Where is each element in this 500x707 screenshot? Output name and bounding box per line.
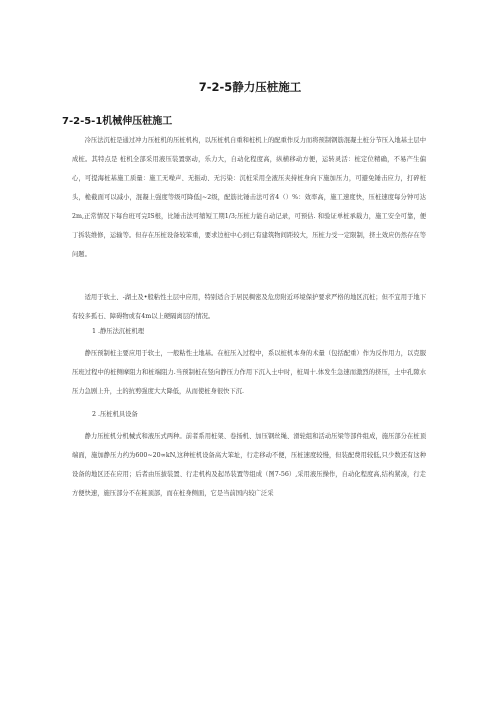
heading-mechanism: 1 .静压法沉桩机理 (92, 328, 145, 335)
section-subtitle: 7-2-5-1机械伸压桩施工 (62, 116, 173, 127)
paragraph-mechanism: 静压预制桩主要应用于软土，一般粘性土地基。在桩压入过程中，系以桩机本身的术量（包括配重）作为反作用力，以克服压班过程中的桩侧摩阻力和桩端阻力.当预制桩在竖向静压力作用下沉入土中时，桩周十.体发生急速而激烈的挤压，土中孔隙水压力急剧上升，土的抗剪强度大大降低，从而使桩身很快下沉. (72, 350, 426, 395)
paragraph-equipment: 静力压桩机分机械式和液压式两种。前者系用桩架、卷扬机、加压钢丝绳、滑轮组和活动压梁等部件组成，施压部分在桩顶端面，施加静压力约为600~20∞kN,这种桩机设备高大笨址，行走移动不便，压桩速度较慢，但装配费用较低,只少数还有这种设备的地区还在应用；后者由压拔装置、行走机构及起吊装置等组成（图7-56）,采用液压操作，自动化程度高,结构紧凑，行走方便快速，施压部分不在粧顶部，而在桩身侧面，它是当前国内较广泛采 (72, 433, 426, 497)
page-title: 7-2-5静力压桩施工 (198, 80, 302, 94)
paragraph-intro: 冷压法沉桩是通过冲力压桩机的压桩机构，以压桩机自重和桩机上的配重作反力而将预制钢筋混凝土桩分节压入地基土层中成桩。其特点是 桩机全部采用液压装置驱动，乐力大，自动化程度高，纵横移动方便，运转灵活：桩定位精确，不易产生偏心，可提海桩基施工质量：施工无噪声、无振动、无污染：沉桩采用全液压夹持桩身向下施加压力，可避免锤击应力，打碎桩头，桅截面可以减小，混凝上强度等级可降低|~2级，配筋比锤击法可省4（）%：效率高，施工速度快，压桩速度每分钟可达2m,正常情况下每台班可完IS根，比锤击法可缩短工期1/3;压桩力能自动记录，可预估. 和验证单桩承载力，施工安全可靠，便丁拆装维修，运输等。但存在压桩设备较笨重，要求边桩中心到已有建筑物间距较大，压桩力受一定限制，挤土效应仍然存在等问题。 (72, 137, 426, 258)
heading-equipment: 2 .压桩机具设备 (92, 411, 138, 418)
paragraph-applicability: 适用于软土、-湖土及•般粘性土层中应用，特别适合于居民稠密及危房附近环境保护要求严格的地区沉桩；但不宜用于地下有较多孤石、障碍物或有4m以上硬隔离层的情况。 (72, 294, 426, 320)
